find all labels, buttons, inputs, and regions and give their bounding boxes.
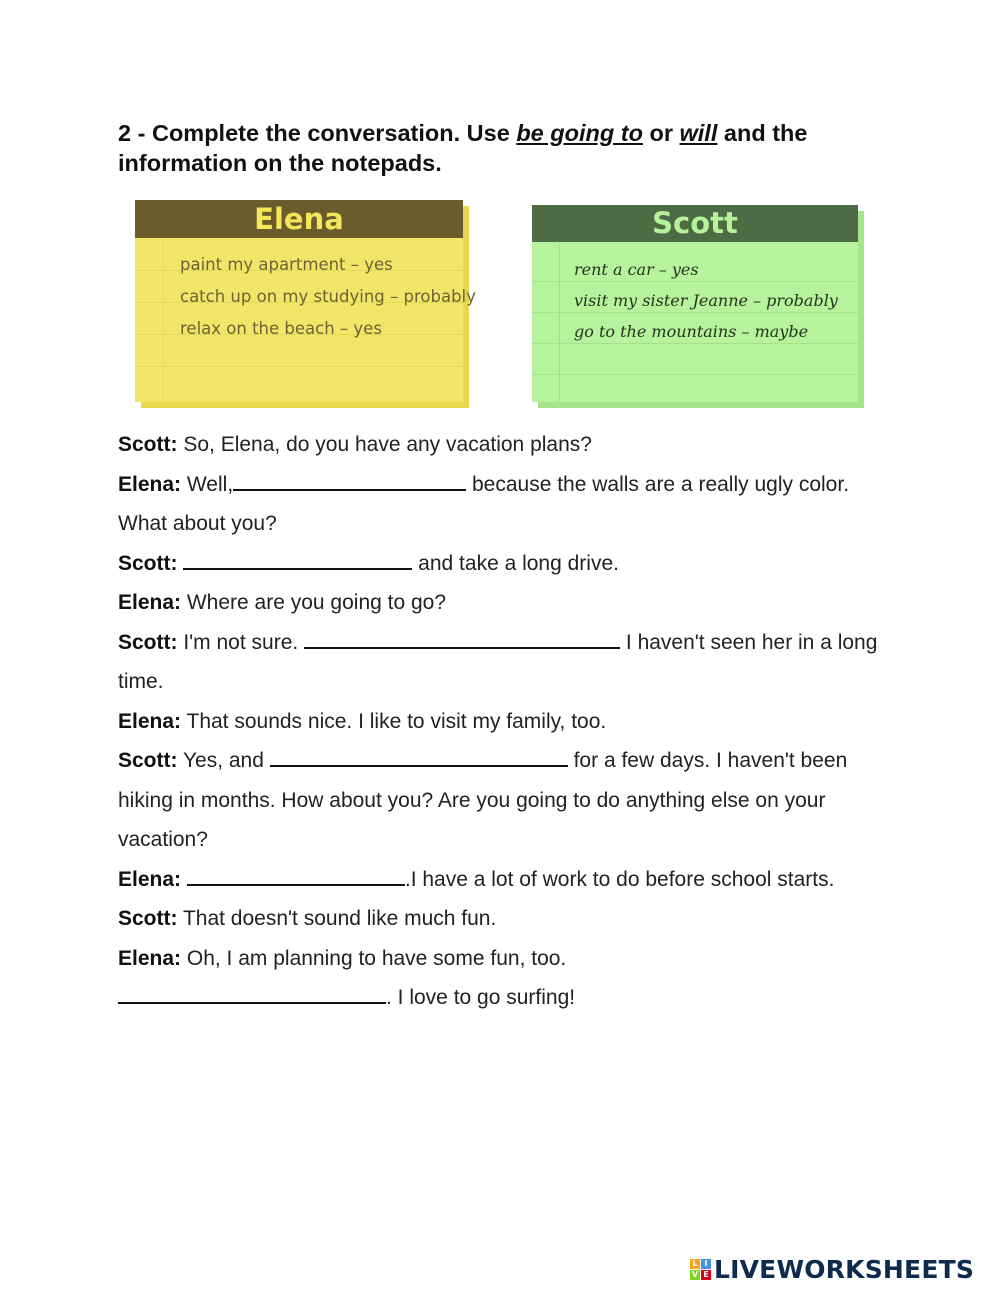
term-will: will <box>679 120 718 146</box>
exercise-instruction <box>118 118 898 178</box>
answer-blank-6[interactable] <box>118 982 386 1004</box>
speaker-name: Elena: <box>118 946 182 970</box>
notepad-title: Scott <box>532 205 858 242</box>
dialog-line: Elena: Oh, I am planning to have some fun, too. <box>118 946 567 970</box>
logo-mark-letter: V <box>691 1269 699 1279</box>
notepad-item: visit my sister Jeanne – probably <box>574 291 838 310</box>
dialog-line: Elena: Where are you going to go? <box>118 591 447 614</box>
speaker-name: Scott: <box>118 433 178 456</box>
elena-notepad <box>135 200 476 408</box>
logo-mark-letter: I <box>701 1259 711 1269</box>
speaker-name: Scott: <box>118 749 178 772</box>
speaker-name: Elena: <box>118 709 182 733</box>
notepad-item: paint my apartment – yes <box>180 255 393 274</box>
notepad-item: rent a car – yes <box>574 260 699 279</box>
term-be-going-to: be going to <box>516 120 643 146</box>
answer-blank-5[interactable] <box>187 864 405 886</box>
dialog-line: Elena: That sounds nice. I like to visit my family, too. <box>118 709 607 733</box>
speaker-name: Scott: <box>118 551 178 575</box>
speaker-name: Elena: <box>118 867 182 891</box>
dialog-line: Scott: Yes, and for a few days. I haven't been hiking in months. How about you? Are you going to do anything else on your vacation? <box>118 741 898 860</box>
notepad-item: go to the mountains – maybe <box>574 322 809 341</box>
answer-blank-2[interactable] <box>183 548 412 570</box>
dialog-line: Elena: .I have a lot of work to do before school starts. <box>118 860 898 900</box>
logo-mark-icon <box>690 1259 711 1280</box>
instruction-text: and the information on the notepads. <box>118 120 808 176</box>
notepad-item: catch up on my studying – probably <box>180 287 476 306</box>
dialog-line: Scott: and take a long drive. <box>118 544 898 584</box>
answer-blank-4[interactable] <box>270 745 568 767</box>
dialog-line: . I love to go surfing! <box>118 978 898 1018</box>
logo-mark-letter: E <box>701 1270 711 1280</box>
speaker-name: Elena: <box>118 591 182 614</box>
dialog-line: Scott: That doesn't sound like much fun. <box>118 907 497 930</box>
speaker-name: Scott: <box>118 907 178 930</box>
dialog-line: Elena: Well, because the walls are a really ugly color. What about you? <box>118 465 898 544</box>
exercise-number: 2 - <box>118 120 152 146</box>
scott-notepad <box>532 205 864 408</box>
logo-text: LIVEWORKSHEETS <box>714 1254 975 1284</box>
logo-mark-letter: L <box>690 1259 700 1269</box>
speaker-name: Elena: <box>118 472 182 496</box>
liveworksheets-logo <box>690 1253 974 1285</box>
speaker-name: Scott: <box>118 630 178 654</box>
instruction-text: or <box>642 120 680 146</box>
conversation <box>118 425 898 1018</box>
instruction-text: Complete the conversation. Use <box>151 120 517 146</box>
dialog-line: Scott: I'm not sure. I haven't seen her in a long time. <box>118 623 898 702</box>
answer-blank-1[interactable] <box>233 469 466 491</box>
notepad-item: relax on the beach – yes <box>180 319 382 338</box>
notepad-title: Elena <box>135 200 463 238</box>
dialog-line: Scott: So, Elena, do you have any vacation plans? <box>118 433 592 456</box>
answer-blank-3[interactable] <box>304 627 620 649</box>
